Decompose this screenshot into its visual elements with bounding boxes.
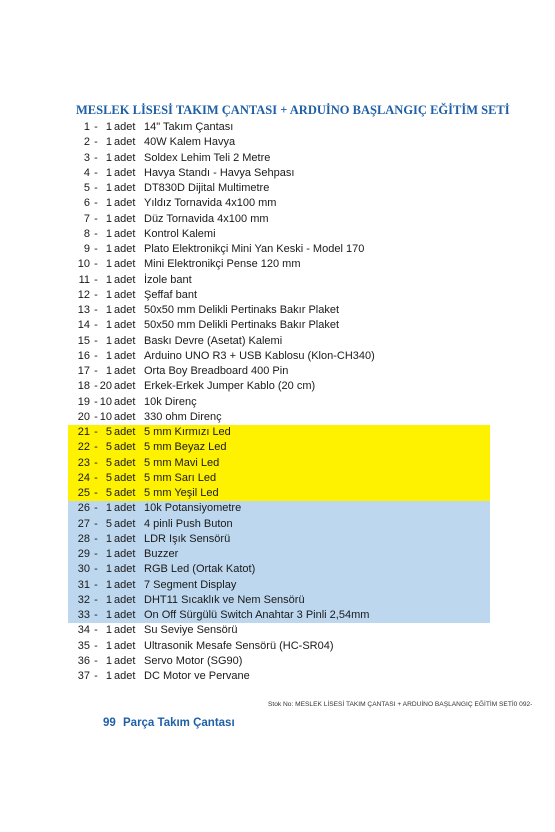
item-quantity: 1	[105, 639, 112, 652]
item-quantity: 1	[105, 151, 112, 164]
item-quantity: 1	[105, 349, 112, 362]
item-number: 3	[83, 151, 90, 164]
item-separator: -	[94, 182, 98, 194]
item-quantity: 5	[105, 441, 112, 454]
item-number: 34	[77, 624, 90, 637]
item-quantity: 1	[105, 288, 112, 301]
item-quantity: 5	[105, 517, 112, 530]
item-unit: adet	[114, 517, 136, 530]
item-separator: -	[94, 288, 98, 301]
item-number: 15	[77, 334, 90, 347]
item-unit: adet	[114, 182, 136, 194]
item-number: 7	[83, 212, 90, 225]
item-separator: -	[94, 212, 98, 225]
list-item	[68, 562, 490, 577]
item-separator: -	[94, 121, 98, 133]
list-item	[68, 593, 490, 608]
item-name: Su Seviye Sensörü	[144, 624, 238, 637]
item-quantity: 1	[105, 319, 112, 332]
item-unit: adet	[114, 227, 136, 240]
item-separator: -	[94, 197, 98, 210]
item-name: Baskı Devre (Asetat) Kalemi	[144, 334, 283, 347]
item-name: Mini Elektronikçi Pense 120 mm	[144, 258, 301, 271]
item-quantity: 5	[105, 487, 112, 499]
item-number: 13	[77, 304, 90, 316]
item-number: 12	[77, 288, 90, 301]
item-separator: -	[94, 670, 98, 682]
item-number: 1	[83, 121, 90, 133]
item-separator: -	[94, 517, 98, 530]
item-number: 24	[77, 471, 90, 484]
item-unit: adet	[114, 365, 136, 377]
item-number: 21	[77, 426, 90, 438]
item-separator: -	[94, 334, 98, 347]
item-number: 25	[77, 487, 90, 499]
item-number: 8	[83, 227, 90, 240]
item-number: 5	[83, 182, 90, 194]
item-number: 27	[77, 517, 90, 530]
item-separator: -	[94, 426, 98, 438]
item-quantity: 20	[99, 380, 112, 393]
list-item	[68, 212, 490, 227]
item-name: 10k Direnç	[144, 395, 197, 408]
list-item	[68, 425, 490, 440]
item-name: Yıldız Tornavida 4x100 mm	[144, 197, 277, 210]
item-name: Buzzer	[144, 548, 179, 560]
footer-part-count: 99	[103, 717, 116, 729]
item-quantity: 1	[105, 548, 112, 560]
item-unit: adet	[114, 243, 136, 255]
item-number: 6	[83, 197, 90, 210]
item-quantity: 10	[99, 410, 112, 423]
item-separator: -	[94, 548, 98, 560]
list-item	[68, 364, 490, 379]
item-separator: -	[94, 654, 98, 667]
item-unit: adet	[114, 151, 136, 164]
item-unit: adet	[114, 532, 136, 545]
item-unit: adet	[114, 593, 136, 606]
parts-list	[68, 120, 490, 684]
item-quantity: 1	[105, 578, 112, 591]
item-name: 5 mm Mavi Led	[144, 456, 220, 469]
item-name: Düz Tornavida 4x100 mm	[144, 212, 269, 225]
item-name: Soldex Lehim Teli 2 Metre	[144, 151, 271, 164]
item-unit: adet	[114, 670, 136, 682]
item-unit: adet	[114, 609, 136, 621]
item-separator: -	[94, 532, 98, 545]
item-unit: adet	[114, 212, 136, 225]
item-number: 14	[77, 319, 90, 332]
item-number: 9	[83, 243, 90, 255]
list-item	[68, 608, 490, 623]
list-item	[68, 654, 490, 669]
item-separator: -	[94, 258, 98, 271]
item-separator: -	[94, 441, 98, 454]
list-item	[68, 349, 490, 364]
item-quantity: 1	[105, 166, 112, 179]
list-item	[68, 166, 490, 181]
item-unit: adet	[114, 654, 136, 667]
item-separator: -	[94, 365, 98, 377]
list-item	[68, 273, 490, 288]
item-unit: adet	[114, 441, 136, 454]
item-name: 7 Segment Display	[144, 578, 237, 591]
item-unit: adet	[114, 410, 136, 423]
item-unit: adet	[114, 197, 136, 210]
item-name: 50x50 mm Delikli Pertinaks Bakır Plaket	[144, 319, 340, 332]
item-quantity: 1	[105, 334, 112, 347]
item-quantity: 1	[105, 273, 112, 286]
item-separator: -	[94, 624, 98, 637]
list-item	[68, 471, 490, 486]
item-name: Havya Standı - Havya Sehpası	[144, 166, 295, 179]
item-quantity: 1	[105, 227, 112, 240]
item-quantity: 1	[105, 182, 112, 194]
list-item	[68, 456, 490, 471]
item-separator: -	[94, 593, 98, 606]
list-item	[68, 639, 490, 654]
item-unit: adet	[114, 166, 136, 179]
item-number: 29	[77, 548, 90, 560]
list-item	[68, 334, 490, 349]
item-name: DC Motor ve Pervane	[144, 670, 250, 682]
list-item	[68, 395, 490, 410]
list-item	[68, 578, 490, 593]
list-item	[68, 379, 490, 394]
list-item	[68, 288, 490, 303]
item-number: 17	[77, 365, 90, 377]
item-quantity: 1	[105, 304, 112, 316]
item-separator: -	[94, 304, 98, 316]
document-title: MESLEK LİSESİ TAKIM ÇANTASI + ARDUİNO BAŞLANGIÇ EĞİTİM SETİ	[76, 103, 510, 117]
item-unit: adet	[114, 380, 136, 393]
item-separator: -	[94, 395, 98, 408]
item-unit: adet	[114, 288, 136, 301]
footer-label: Parça Takım Çantası	[123, 717, 235, 729]
item-number: 37	[77, 670, 90, 682]
stock-number-note: Stok No: MESLEK LİSESİ TAKIM ÇANTASI + ARDUİNO BAŞLANGIÇ EĞİTİM SETİ0 092-	[268, 701, 533, 708]
item-separator: -	[94, 502, 98, 515]
item-unit: adet	[114, 563, 136, 576]
list-item	[68, 181, 490, 196]
item-name: Ultrasonik Mesafe Sensörü (HC-SR04)	[144, 639, 334, 652]
item-quantity: 1	[105, 609, 112, 621]
item-unit: adet	[114, 578, 136, 591]
item-name: Plato Elektronikçi Mini Yan Keski - Model 170	[144, 243, 365, 255]
item-separator: -	[94, 609, 98, 621]
list-item	[68, 410, 490, 425]
item-unit: adet	[114, 426, 136, 438]
item-quantity: 1	[105, 654, 112, 667]
item-separator: -	[94, 487, 98, 499]
item-quantity: 1	[105, 136, 112, 149]
list-item	[68, 501, 490, 516]
item-number: 31	[77, 578, 90, 591]
item-separator: -	[94, 578, 98, 591]
item-name: 5 mm Kırmızı Led	[144, 426, 231, 438]
list-item	[68, 623, 490, 638]
item-number: 26	[77, 502, 90, 515]
item-quantity: 1	[105, 258, 112, 271]
item-number: 30	[77, 563, 90, 576]
item-separator: -	[94, 319, 98, 332]
item-name: On Off Sürgülü Switch Anahtar 3 Pinli 2,54mm	[144, 609, 370, 621]
item-separator: -	[94, 380, 98, 393]
item-unit: adet	[114, 258, 136, 271]
item-unit: adet	[114, 456, 136, 469]
list-item	[68, 257, 490, 272]
item-quantity: 1	[105, 593, 112, 606]
item-quantity: 1	[105, 532, 112, 545]
item-number: 4	[83, 166, 90, 179]
item-unit: adet	[114, 395, 136, 408]
item-name: Şeffaf bant	[144, 288, 198, 301]
item-number: 16	[77, 349, 90, 362]
list-item	[68, 120, 490, 135]
item-name: 14" Takım Çantası	[144, 121, 234, 133]
list-item	[68, 318, 490, 333]
item-name: 5 mm Beyaz Led	[144, 441, 227, 454]
list-item	[68, 547, 490, 562]
item-quantity: 1	[105, 121, 112, 133]
item-name: Servo Motor (SG90)	[144, 654, 243, 667]
item-separator: -	[94, 639, 98, 652]
item-number: 19	[77, 395, 90, 408]
item-unit: adet	[114, 334, 136, 347]
item-name: DT830D Dijital Multimetre	[144, 182, 270, 194]
item-quantity: 1	[105, 197, 112, 210]
list-item	[68, 135, 490, 150]
item-name: 50x50 mm Delikli Pertinaks Bakır Plaket	[144, 304, 340, 316]
item-name: 4 pinli Push Buton	[144, 517, 233, 530]
item-separator: -	[94, 456, 98, 469]
list-item	[68, 227, 490, 242]
item-number: 10	[77, 258, 90, 271]
item-name: 10k Potansiyometre	[144, 502, 242, 515]
item-separator: -	[94, 471, 98, 484]
item-number: 2	[83, 136, 90, 149]
item-separator: -	[94, 227, 98, 240]
item-name: Arduino UNO R3 + USB Kablosu (Klon-CH340)	[144, 349, 375, 362]
item-number: 36	[77, 654, 90, 667]
item-separator: -	[94, 166, 98, 179]
item-name: Kontrol Kalemi	[144, 227, 216, 240]
list-item	[68, 151, 490, 166]
item-name: 5 mm Yeşil Led	[144, 487, 219, 499]
item-unit: adet	[114, 349, 136, 362]
item-quantity: 5	[105, 471, 112, 484]
item-quantity: 1	[105, 243, 112, 255]
item-quantity: 1	[105, 670, 112, 682]
item-unit: adet	[114, 487, 136, 499]
list-item	[68, 440, 490, 455]
item-separator: -	[94, 151, 98, 164]
item-number: 32	[77, 593, 90, 606]
item-unit: adet	[114, 121, 136, 133]
item-number: 20	[77, 410, 90, 423]
item-number: 35	[77, 639, 90, 652]
list-item	[68, 532, 490, 547]
item-separator: -	[94, 410, 98, 423]
item-unit: adet	[114, 639, 136, 652]
item-unit: adet	[114, 624, 136, 637]
list-item	[68, 517, 490, 532]
item-unit: adet	[114, 502, 136, 515]
item-number: 22	[77, 441, 90, 454]
item-quantity: 1	[105, 563, 112, 576]
item-quantity: 5	[105, 456, 112, 469]
item-separator: -	[94, 349, 98, 362]
item-quantity: 10	[99, 395, 112, 408]
item-name: Erkek-Erkek Jumper Kablo (20 cm)	[144, 380, 316, 393]
item-unit: adet	[114, 136, 136, 149]
item-unit: adet	[114, 319, 136, 332]
item-quantity: 1	[105, 624, 112, 637]
item-number: 28	[77, 532, 90, 545]
item-separator: -	[94, 563, 98, 576]
item-number: 11	[78, 273, 90, 286]
item-name: İzole bant	[144, 273, 192, 286]
list-item	[68, 242, 490, 257]
item-separator: -	[94, 243, 98, 255]
item-unit: adet	[114, 273, 136, 286]
item-number: 33	[77, 609, 90, 621]
item-name: 5 mm Sarı Led	[144, 471, 217, 484]
item-separator: -	[94, 136, 98, 149]
item-name: RGB Led (Ortak Katot)	[144, 563, 256, 576]
item-separator: -	[94, 273, 98, 286]
item-quantity: 1	[105, 502, 112, 515]
item-quantity: 5	[105, 426, 112, 438]
footer-summary	[103, 717, 235, 729]
item-unit: adet	[114, 304, 136, 316]
list-item	[68, 303, 490, 318]
item-number: 23	[77, 456, 90, 469]
list-item	[68, 196, 490, 211]
item-name: 40W Kalem Havya	[144, 136, 236, 149]
item-name: 330 ohm Direnç	[144, 410, 222, 423]
item-unit: adet	[114, 548, 136, 560]
item-name: LDR Işık Sensörü	[144, 532, 231, 545]
item-unit: adet	[114, 471, 136, 484]
list-item	[68, 669, 490, 684]
item-name: Orta Boy Breadboard 400 Pin	[144, 365, 289, 377]
item-quantity: 1	[105, 365, 112, 377]
item-quantity: 1	[105, 212, 112, 225]
item-name: DHT11 Sıcaklık ve Nem Sensörü	[144, 593, 305, 606]
list-item	[68, 486, 490, 501]
item-number: 18	[77, 380, 90, 393]
